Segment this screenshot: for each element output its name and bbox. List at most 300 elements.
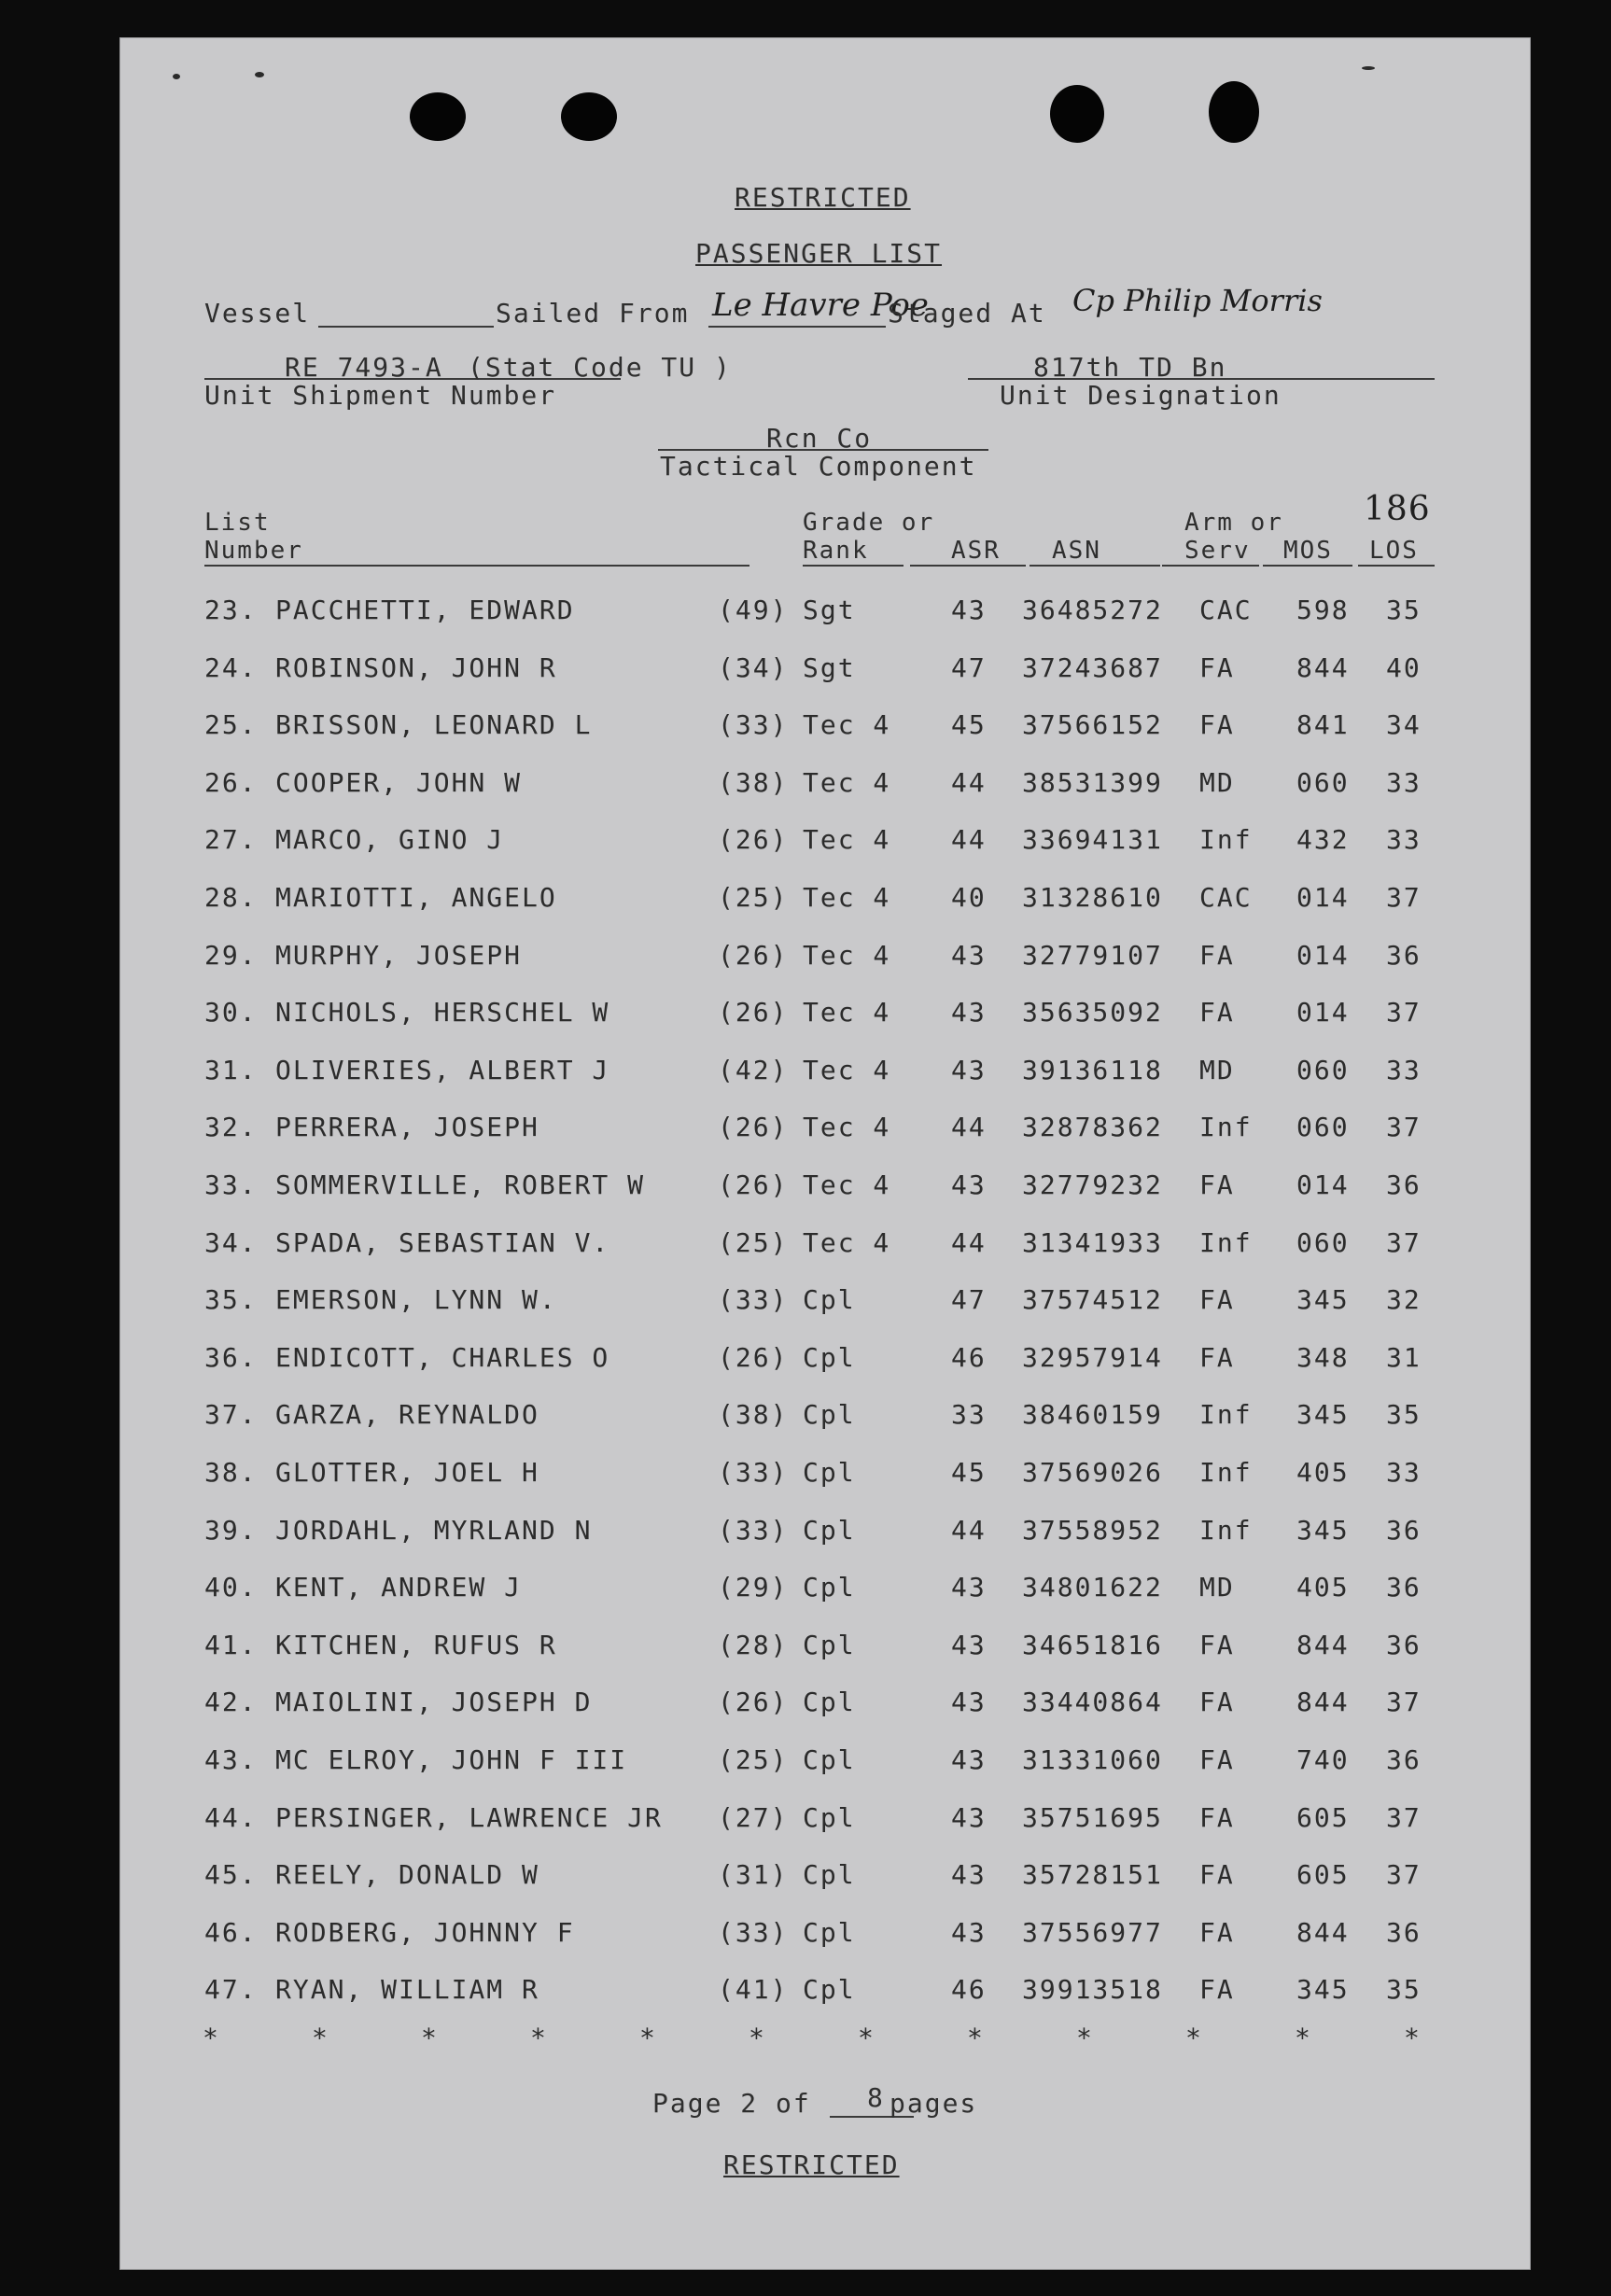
table-row — [120, 1227, 1530, 1265]
row-rank: Cpl — [803, 1284, 856, 1316]
row-number: 32. — [204, 1112, 258, 1143]
row-mos: 014 — [1296, 939, 1350, 971]
row-mos: 432 — [1296, 824, 1350, 856]
row-los: 37 — [1386, 1687, 1422, 1718]
row-mos: 844 — [1296, 1916, 1350, 1948]
row-rank: Tec 4 — [803, 766, 891, 798]
row-mos: 740 — [1296, 1744, 1350, 1775]
row-name: OLIVERIES, ALBERT J — [275, 1054, 610, 1085]
row-number: 37. — [204, 1399, 258, 1431]
row-age: (28) — [718, 1629, 789, 1660]
row-asr: 44 — [951, 1514, 987, 1546]
row-los: 37 — [1386, 1112, 1422, 1143]
row-los: 36 — [1386, 1629, 1422, 1660]
row-number: 24. — [204, 651, 258, 683]
table-row — [120, 1859, 1530, 1897]
separator-star: * — [1404, 2023, 1422, 2053]
row-mos: 060 — [1296, 1054, 1350, 1085]
table-row — [120, 940, 1530, 977]
row-number: 42. — [204, 1687, 258, 1718]
separator-star: * — [639, 2023, 657, 2053]
row-rank: Cpl — [803, 1916, 856, 1948]
row-number: 47. — [204, 1974, 258, 2006]
row-number: 46. — [204, 1916, 258, 1948]
row-arm: MD — [1199, 1054, 1235, 1085]
row-mos: 605 — [1296, 1859, 1350, 1891]
row-asr: 45 — [951, 1457, 987, 1488]
row-number: 34. — [204, 1226, 258, 1258]
row-number: 23. — [204, 595, 258, 625]
row-number: 35. — [204, 1284, 258, 1316]
row-arm: FA — [1199, 939, 1235, 971]
header-asn: ASN — [1052, 537, 1101, 565]
page-total: 8 — [867, 2082, 885, 2113]
punch-hole-1 — [410, 92, 466, 141]
separator-star: * — [1076, 2023, 1094, 2053]
stat-code: (Stat Code TU ) — [468, 352, 732, 383]
row-number: 31. — [204, 1054, 258, 1085]
row-los: 36 — [1386, 1916, 1422, 1948]
row-name: GARZA, REYNALDO — [275, 1399, 539, 1431]
table-row — [120, 1687, 1530, 1724]
row-asn: 31331060 — [1022, 1744, 1163, 1775]
table-row — [120, 882, 1530, 919]
row-asr: 40 — [951, 882, 987, 913]
row-arm: FA — [1199, 1974, 1235, 2006]
row-age: (26) — [718, 824, 789, 856]
row-name: NICHOLS, HERSCHEL W — [275, 997, 610, 1029]
row-arm: Inf — [1199, 1226, 1253, 1258]
row-asn: 33694131 — [1022, 824, 1163, 856]
row-mos: 598 — [1296, 595, 1350, 625]
restricted-bottom: RESTRICTED — [723, 2149, 900, 2180]
header-mos: MOS — [1283, 537, 1333, 565]
unit-designation-label: Unit Designation — [1000, 380, 1282, 411]
table-row — [120, 1744, 1530, 1782]
row-asn: 37566152 — [1022, 709, 1163, 741]
row-asn: 34801622 — [1022, 1572, 1163, 1603]
row-rank: Cpl — [803, 1399, 856, 1431]
row-asr: 43 — [951, 1054, 987, 1085]
row-age: (38) — [718, 1399, 789, 1431]
header-list: List — [204, 509, 271, 537]
row-name: ENDICOTT, CHARLES O — [275, 1341, 610, 1373]
separator-star: * — [967, 2023, 985, 2053]
row-name: PACCHETTI, EDWARD — [275, 595, 575, 625]
row-asn: 35635092 — [1022, 997, 1163, 1029]
row-age: (26) — [718, 1341, 789, 1373]
row-los: 33 — [1386, 1054, 1422, 1085]
row-name: ROBINSON, JOHN R — [275, 651, 557, 683]
row-mos: 345 — [1296, 1284, 1350, 1316]
vessel-label: Vessel — [204, 298, 311, 329]
header-underline-5 — [1162, 565, 1259, 567]
header-los: LOS — [1369, 537, 1419, 565]
row-asr: 46 — [951, 1341, 987, 1373]
row-rank: Tec 4 — [803, 997, 891, 1029]
row-asr: 43 — [951, 1629, 987, 1660]
row-los: 37 — [1386, 882, 1422, 913]
row-name: RODBERG, JOHNNY F — [275, 1916, 575, 1948]
row-arm: FA — [1199, 997, 1235, 1029]
row-name: MC ELROY, JOHN F III — [275, 1744, 628, 1775]
vessel-blank — [318, 326, 494, 328]
row-asn: 36485272 — [1022, 595, 1163, 625]
separator-star: * — [858, 2023, 876, 2053]
separator-star: * — [749, 2023, 766, 2053]
table-row — [120, 1342, 1530, 1379]
staged-at-value: Cp Philip Morris — [1072, 283, 1323, 318]
row-age: (34) — [718, 651, 789, 683]
row-arm: FA — [1199, 1801, 1235, 1833]
row-asn: 35751695 — [1022, 1801, 1163, 1833]
row-rank: Tec 4 — [803, 939, 891, 971]
header-arm: Arm or — [1184, 509, 1283, 537]
header-underline-4 — [1030, 565, 1160, 567]
row-name: SPADA, SEBASTIAN V. — [275, 1226, 610, 1258]
row-age: (25) — [718, 1744, 789, 1775]
row-asr: 33 — [951, 1399, 987, 1431]
row-name: KENT, ANDREW J — [275, 1572, 523, 1603]
row-rank: Sgt — [803, 595, 856, 625]
row-mos: 605 — [1296, 1801, 1350, 1833]
document-title: PASSENGER LIST — [695, 238, 943, 269]
row-asn: 35728151 — [1022, 1859, 1163, 1891]
row-number: 43. — [204, 1744, 258, 1775]
row-los: 35 — [1386, 1974, 1422, 2006]
row-los: 31 — [1386, 1341, 1422, 1373]
row-name: MURPHY, JOSEPH — [275, 939, 523, 971]
row-name: COOPER, JOHN W — [275, 766, 523, 798]
row-mos: 841 — [1296, 709, 1350, 741]
row-age: (26) — [718, 939, 789, 971]
row-mos: 345 — [1296, 1974, 1350, 2006]
row-arm: FA — [1199, 1859, 1235, 1891]
header-underline-7 — [1358, 565, 1435, 567]
row-los: 37 — [1386, 1801, 1422, 1833]
table-row — [120, 595, 1530, 632]
punch-hole-3 — [1050, 85, 1104, 143]
header-underline-6 — [1263, 565, 1352, 567]
row-rank: Cpl — [803, 1341, 856, 1373]
row-name: KITCHEN, RUFUS R — [275, 1629, 557, 1660]
table-row — [120, 652, 1530, 690]
row-rank: Cpl — [803, 1629, 856, 1660]
row-rank: Tec 4 — [803, 709, 891, 741]
row-los: 34 — [1386, 709, 1422, 741]
table-row — [120, 1572, 1530, 1609]
row-asn: 31341933 — [1022, 1226, 1163, 1258]
table-row — [120, 1399, 1530, 1436]
speck — [255, 72, 264, 77]
sailed-from-blank — [708, 326, 886, 328]
row-asr: 44 — [951, 824, 987, 856]
row-number: 45. — [204, 1859, 258, 1891]
table-row — [120, 767, 1530, 805]
unit-shipment-number: RE 7493-A — [285, 352, 443, 383]
row-arm: Inf — [1199, 1457, 1253, 1488]
row-mos: 345 — [1296, 1514, 1350, 1546]
row-mos: 014 — [1296, 1169, 1350, 1200]
table-row — [120, 824, 1530, 861]
table-row — [120, 1284, 1530, 1322]
header-underline-3 — [910, 565, 1026, 567]
row-asr: 45 — [951, 709, 987, 741]
row-arm: FA — [1199, 651, 1235, 683]
row-name: MARCO, GINO J — [275, 824, 505, 856]
row-number: 33. — [204, 1169, 258, 1200]
row-rank: Cpl — [803, 1744, 856, 1775]
table-row — [120, 1917, 1530, 1954]
row-arm: FA — [1199, 1341, 1235, 1373]
row-name: EMERSON, LYNN W. — [275, 1284, 557, 1316]
row-mos: 060 — [1296, 1226, 1350, 1258]
row-age: (26) — [718, 1687, 789, 1718]
row-arm: FA — [1199, 1916, 1235, 1948]
row-asn: 32878362 — [1022, 1112, 1163, 1143]
row-los: 36 — [1386, 1169, 1422, 1200]
row-asr: 44 — [951, 1112, 987, 1143]
sailed-from-label: Sailed From — [496, 298, 690, 329]
row-name: GLOTTER, JOEL H — [275, 1457, 539, 1488]
row-los: 36 — [1386, 1744, 1422, 1775]
row-los: 37 — [1386, 997, 1422, 1029]
table-row — [120, 1974, 1530, 2011]
row-mos: 345 — [1296, 1399, 1350, 1431]
row-asn: 37558952 — [1022, 1514, 1163, 1546]
row-age: (38) — [718, 766, 789, 798]
table-row — [120, 1169, 1530, 1207]
pages-label: pages — [890, 2088, 978, 2119]
row-rank: Tec 4 — [803, 1054, 891, 1085]
unit-designation: 817th TD Bn — [1033, 352, 1227, 383]
separator-star: * — [1185, 2023, 1203, 2053]
row-asn: 38531399 — [1022, 766, 1163, 798]
row-los: 36 — [1386, 939, 1422, 971]
table-row — [120, 1802, 1530, 1840]
header-underline-2 — [803, 565, 904, 567]
row-rank: Tec 4 — [803, 1226, 891, 1258]
row-arm: CAC — [1199, 882, 1253, 913]
row-los: 33 — [1386, 1457, 1422, 1488]
row-age: (33) — [718, 1284, 789, 1316]
row-asn: 37569026 — [1022, 1457, 1163, 1488]
row-arm: FA — [1199, 1169, 1235, 1200]
row-los: 35 — [1386, 1399, 1422, 1431]
row-asn: 34651816 — [1022, 1629, 1163, 1660]
row-asn: 31328610 — [1022, 882, 1163, 913]
row-arm: Inf — [1199, 1514, 1253, 1546]
row-los: 33 — [1386, 766, 1422, 798]
header-serv: Serv — [1184, 537, 1251, 565]
row-asr: 43 — [951, 1744, 987, 1775]
row-number: 29. — [204, 939, 258, 971]
row-mos: 405 — [1296, 1572, 1350, 1603]
row-asr: 43 — [951, 1916, 987, 1948]
table-row — [120, 1457, 1530, 1494]
row-number: 40. — [204, 1572, 258, 1603]
restricted-top: RESTRICTED — [735, 182, 911, 213]
row-number: 39. — [204, 1514, 258, 1546]
row-arm: CAC — [1199, 595, 1253, 625]
row-asr: 43 — [951, 1801, 987, 1833]
row-rank: Cpl — [803, 1974, 856, 2006]
row-number: 30. — [204, 997, 258, 1029]
row-arm: FA — [1199, 709, 1235, 741]
header-grade: Grade or — [803, 509, 935, 537]
row-arm: FA — [1199, 1629, 1235, 1660]
row-los: 36 — [1386, 1572, 1422, 1603]
row-rank: Tec 4 — [803, 882, 891, 913]
row-number: 41. — [204, 1629, 258, 1660]
row-number: 28. — [204, 882, 258, 913]
separator-star: * — [203, 2023, 220, 2053]
row-name: MARIOTTI, ANGELO — [275, 882, 557, 913]
row-arm: Inf — [1199, 824, 1253, 856]
row-arm: FA — [1199, 1284, 1235, 1316]
row-asn: 39913518 — [1022, 1974, 1163, 2006]
row-los: 35 — [1386, 595, 1422, 625]
row-number: 36. — [204, 1341, 258, 1373]
row-asn: 32779107 — [1022, 939, 1163, 971]
row-name: SOMMERVILLE, ROBERT W — [275, 1169, 646, 1200]
row-age: (25) — [718, 1226, 789, 1258]
row-arm: MD — [1199, 1572, 1235, 1603]
row-name: JORDAHL, MYRLAND N — [275, 1514, 593, 1546]
row-name: REELY, DONALD W — [275, 1859, 539, 1891]
row-rank: Sgt — [803, 651, 856, 683]
row-mos: 844 — [1296, 1629, 1350, 1660]
row-asn: 32779232 — [1022, 1169, 1163, 1200]
row-asr: 43 — [951, 939, 987, 971]
row-asr: 47 — [951, 1284, 987, 1316]
row-rank: Tec 4 — [803, 824, 891, 856]
row-age: (29) — [718, 1572, 789, 1603]
row-asr: 43 — [951, 1169, 987, 1200]
row-asn: 39136118 — [1022, 1054, 1163, 1085]
table-row — [120, 1112, 1530, 1149]
row-name: PERSINGER, LAWRENCE JR — [275, 1801, 663, 1833]
row-rank: Cpl — [803, 1514, 856, 1546]
row-mos: 844 — [1296, 1687, 1350, 1718]
row-rank: Cpl — [803, 1801, 856, 1833]
punch-hole-2 — [561, 92, 617, 141]
document-page — [119, 37, 1531, 2270]
unit-shipment-label: Unit Shipment Number — [204, 380, 557, 411]
staged-at-label: Staged At — [888, 298, 1046, 329]
row-rank: Cpl — [803, 1859, 856, 1891]
row-rank: Tec 4 — [803, 1112, 891, 1143]
row-los: 37 — [1386, 1226, 1422, 1258]
row-asr: 43 — [951, 997, 987, 1029]
separator-star: * — [1295, 2023, 1312, 2053]
punch-hole-4 — [1209, 81, 1259, 143]
row-rank: Cpl — [803, 1687, 856, 1718]
row-age: (26) — [718, 1112, 789, 1143]
separator-star: * — [312, 2023, 329, 2053]
header-asr: ASR — [951, 537, 1001, 565]
row-arm: FA — [1199, 1744, 1235, 1775]
page-label: Page 2 of — [652, 2088, 811, 2119]
tactical-component: Rcn Co — [766, 423, 873, 454]
tactical-component-label: Tactical Component — [660, 451, 977, 482]
row-mos: 348 — [1296, 1341, 1350, 1373]
row-arm: Inf — [1199, 1399, 1253, 1431]
speck — [173, 74, 180, 79]
row-name: BRISSON, LEONARD L — [275, 709, 593, 741]
header-underline-1 — [204, 565, 749, 567]
row-los: 36 — [1386, 1514, 1422, 1546]
header-number: Number — [204, 537, 303, 565]
row-mos: 014 — [1296, 882, 1350, 913]
row-mos: 014 — [1296, 997, 1350, 1029]
row-name: MAIOLINI, JOSEPH D — [275, 1687, 593, 1718]
row-arm: MD — [1199, 766, 1235, 798]
row-number: 26. — [204, 766, 258, 798]
row-rank: Cpl — [803, 1572, 856, 1603]
row-rank: Tec 4 — [803, 1169, 891, 1200]
row-age: (33) — [718, 1514, 789, 1546]
row-mos: 844 — [1296, 651, 1350, 683]
row-arm: Inf — [1199, 1112, 1253, 1143]
row-name: PERRERA, JOSEPH — [275, 1112, 539, 1143]
speck — [1362, 66, 1375, 70]
row-asn: 38460159 — [1022, 1399, 1163, 1431]
row-mos: 060 — [1296, 766, 1350, 798]
row-age: (33) — [718, 709, 789, 741]
row-number: 44. — [204, 1801, 258, 1833]
table-row — [120, 1630, 1530, 1667]
row-age: (25) — [718, 882, 789, 913]
row-asn: 37556977 — [1022, 1916, 1163, 1948]
row-age: (41) — [718, 1974, 789, 2006]
row-asn: 32957914 — [1022, 1341, 1163, 1373]
row-mos: 060 — [1296, 1112, 1350, 1143]
row-los: 37 — [1386, 1859, 1422, 1891]
table-row — [120, 709, 1530, 747]
row-asr: 44 — [951, 1226, 987, 1258]
row-asn: 33440864 — [1022, 1687, 1163, 1718]
row-asr: 43 — [951, 1859, 987, 1891]
row-name: RYAN, WILLIAM R — [275, 1974, 539, 2006]
table-row — [120, 997, 1530, 1034]
row-asr: 47 — [951, 651, 987, 683]
table-row — [120, 1515, 1530, 1552]
row-number: 25. — [204, 709, 258, 741]
row-age: (33) — [718, 1916, 789, 1948]
row-asr: 43 — [951, 1572, 987, 1603]
table-row — [120, 1055, 1530, 1092]
row-age: (26) — [718, 997, 789, 1029]
separator-star: * — [530, 2023, 548, 2053]
row-number: 38. — [204, 1457, 258, 1488]
row-asr: 44 — [951, 766, 987, 798]
row-age: (33) — [718, 1457, 789, 1488]
row-asn: 37574512 — [1022, 1284, 1163, 1316]
row-age: (31) — [718, 1859, 789, 1891]
row-los: 33 — [1386, 824, 1422, 856]
row-los: 40 — [1386, 651, 1422, 683]
header-rank: Rank — [803, 537, 869, 565]
row-asr: 43 — [951, 1687, 987, 1718]
row-age: (27) — [718, 1801, 789, 1833]
row-mos: 405 — [1296, 1457, 1350, 1488]
row-number: 27. — [204, 824, 258, 856]
row-los: 32 — [1386, 1284, 1422, 1316]
row-asn: 37243687 — [1022, 651, 1163, 683]
row-rank: Cpl — [803, 1457, 856, 1488]
handwritten-number: 186 — [1364, 490, 1431, 528]
